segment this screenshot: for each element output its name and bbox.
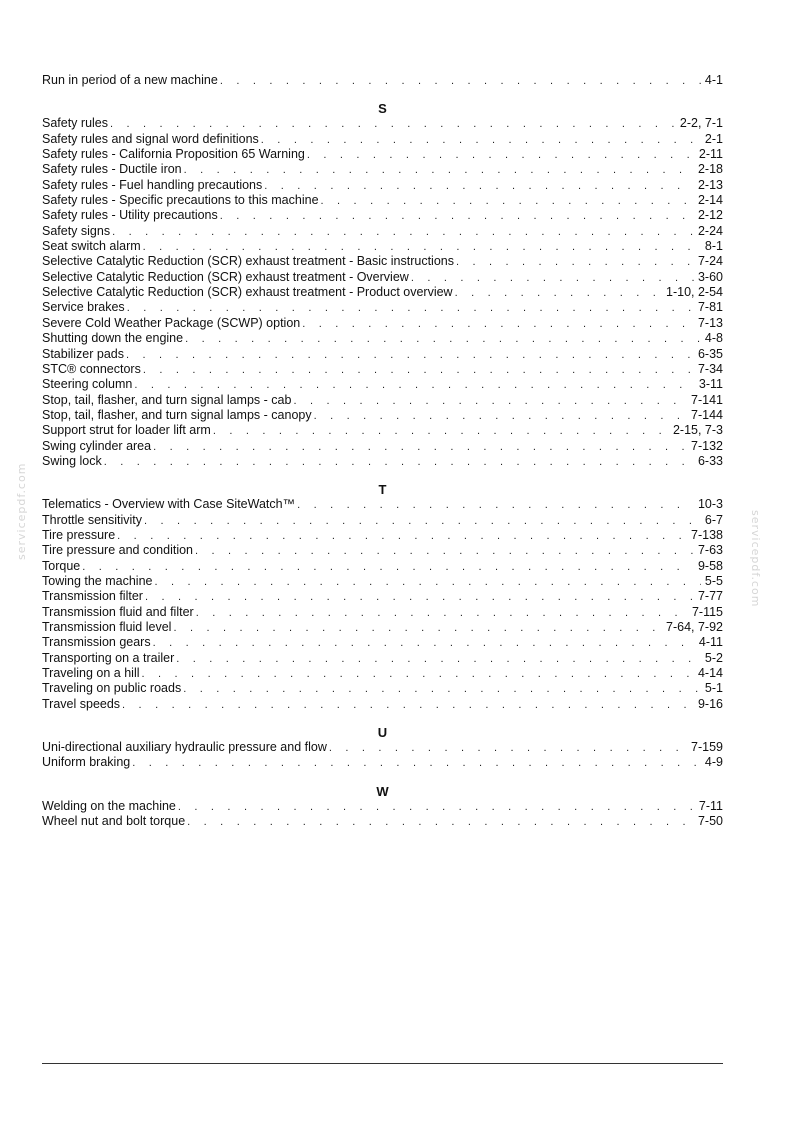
index-entry [42,666,723,681]
index-entry-term: Transmission gears [42,635,151,650]
index-entry-page: 2-14 [697,193,723,208]
dot-leader [126,348,694,362]
index-entry-page: 10-3 [697,497,723,512]
index-entry [42,239,723,254]
index-entry-page: 7-34 [697,361,723,376]
dot-leader [220,74,701,88]
index-section [42,725,723,771]
index-entry-page: 5-1 [704,681,723,696]
index-entry-page: 2-15, 7-3 [672,423,723,438]
index-entry [42,681,723,696]
index-entry-term: Transmission fluid and filter [42,604,194,619]
index-entry [42,528,723,543]
index-entry [42,543,723,558]
index-entry-page: 2-1 [704,131,723,146]
index-section [42,482,723,712]
dot-leader [143,240,701,254]
index-entry-page: 4-8 [704,331,723,346]
index-entry-term: Service brakes [42,300,125,315]
index-entry-term: Transmission filter [42,589,143,604]
index-entry-term: Safety rules - Ductile iron [42,162,182,177]
index-entry-page: 2-13 [697,177,723,192]
index-entry [42,635,723,650]
dot-leader [145,590,694,604]
index-entry-page: 7-50 [697,814,723,829]
index-entry [42,439,723,454]
index-section [42,101,723,469]
dot-leader [153,440,687,454]
alphabetical-index [42,73,723,829]
index-entry-page: 9-58 [697,558,723,573]
index-entry-term: Safety rules - Utility precautions [42,208,218,223]
index-entry-page: 7-138 [691,527,723,542]
index-entry [42,73,723,88]
dot-leader [329,741,687,755]
dot-leader [178,800,695,814]
index-entry-page: 3-60 [697,269,723,284]
index-entry [42,755,723,770]
index-entry [42,620,723,635]
index-entry-page: 5-2 [704,650,723,665]
index-entry-page: 6-7 [704,512,723,527]
watermark-right: servicepdf.com [749,510,762,608]
index-entry [42,331,723,346]
dot-leader [185,332,701,346]
dot-leader [183,682,701,696]
index-entry-term: Swing lock [42,453,102,468]
index-entry-page: 2-24 [697,223,723,238]
index-entry [42,285,723,300]
index-entry-page: 4-1 [704,73,723,87]
index-entry [42,147,723,162]
index-entry [42,697,723,712]
dot-leader [104,455,694,469]
dot-leader [154,575,700,589]
index-entry-page: 8-1 [704,239,723,254]
index-entry-page: 4-11 [698,635,723,650]
index-entry-page: 7-13 [697,315,723,330]
index-entry-term: Tire pressure and condition [42,543,194,558]
section-letter-heading: S [378,101,387,117]
dot-leader [110,117,676,131]
index-entry-term: Safety rules [42,116,109,131]
index-entry-term: Transmission fluid level [42,620,172,634]
index-entry [42,814,723,829]
index-entry [42,224,723,239]
footer-rule [42,1063,723,1064]
dot-leader [184,163,694,177]
dot-leader [321,194,694,208]
index-entry-page: 7-144 [691,407,723,422]
index-entry [42,408,723,423]
index-entry-page: 4-9 [704,755,723,770]
dot-leader [153,636,695,650]
index-entry [42,740,723,755]
index-entry [42,651,723,666]
index-entry-term: Safety rules - Specific precautions to this machine [42,193,319,208]
index-entry-term: Telematics - Overview with Case SiteWatch™ [42,497,296,512]
index-entry-term: Tire pressure [42,527,116,542]
index-entry-term: Traveling on a hill [42,666,140,681]
index-entry-page: 7-11 [698,798,723,813]
dot-leader [264,179,694,193]
index-entry-term: Welding on the machine [42,798,176,813]
index-entry [42,162,723,177]
index-entry-term: Shutting down the engine [42,331,184,346]
index-entry-term: Towing the machine [42,573,153,588]
index-entry [42,605,723,620]
index-entry-term: Stop, tail, flasher, and turn signal lamps - cab [42,392,292,407]
dot-leader [187,815,694,829]
dot-leader [134,378,695,392]
index-entry [42,589,723,604]
index-entry-page: 1-10, 2-54 [666,285,723,300]
section-letter-heading: W [376,783,389,799]
section-letter-heading: U [377,725,388,741]
watermark-left: servicepdf.com [15,462,28,560]
dot-leader [143,363,694,377]
index-entry-term: Run in period of a new machine [42,73,218,87]
dot-leader [195,544,694,558]
index-entry [42,193,723,208]
index-entry [42,300,723,315]
index-section [42,73,723,88]
index-entry-page: 7-115 [691,604,723,619]
index-entry [42,208,723,223]
index-entry [42,362,723,377]
index-entry-page: 6-33 [697,453,723,468]
index-entry-term: Throttle sensitivity [42,512,143,527]
index-entry-term: Selective Catalytic Reduction (SCR) exhaust treatment - Product overview [42,285,453,300]
index-entry-term: Seat switch alarm [42,239,141,254]
index-entry-term: Selective Catalytic Reduction (SCR) exhaust treatment - Overview [42,269,409,284]
index-entry-term: Uniform braking [42,755,131,770]
index-entry [42,559,723,574]
index-entry-term: Traveling on public roads [42,681,182,696]
dot-leader [297,498,694,512]
dot-leader [144,514,701,528]
index-entry-page: 2-18 [697,162,723,177]
dot-leader [302,317,694,331]
index-entry-page: 7-77 [697,589,723,604]
dot-leader [196,606,688,620]
index-entry [42,116,723,131]
dot-leader [307,148,695,162]
index-entry [42,423,723,438]
index-entry-page: 9-16 [697,696,723,711]
index-entry-term: Swing cylinder area [42,438,152,453]
index-entry [42,270,723,285]
index-entry [42,316,723,331]
dot-leader [117,529,687,543]
index-entry-term: Uni-directional auxiliary hydraulic pressure and flow [42,740,327,755]
index-entry-page: 2-11 [698,147,723,162]
dot-leader [455,286,662,300]
index-entry-term: Safety signs [42,223,111,238]
dot-leader [132,756,701,770]
index-entry [42,178,723,193]
index-entry [42,497,723,512]
index-entry-term: Support strut for loader lift arm [42,423,211,438]
section-letter-heading: T [378,482,387,498]
index-entry-term: Travel speeds [42,696,121,711]
index-entry-term: Safety rules - California Proposition 65 Warning [42,147,305,162]
index-entry-page: 7-63 [697,543,723,558]
index-entry [42,377,723,392]
index-entry-page: 7-64, 7-92 [666,620,723,634]
index-entry [42,347,723,362]
index-entry-term: Safety rules and signal word definitions [42,131,259,146]
index-entry [42,454,723,469]
index-section [42,784,723,830]
index-entry-term: Torque [42,558,81,573]
dot-leader [176,652,701,666]
index-entry [42,799,723,814]
index-entry-term: Selective Catalytic Reduction (SCR) exhaust treatment - Basic instructions [42,254,454,269]
index-entry-page: 6-35 [697,346,723,361]
index-entry-term: Severe Cold Weather Package (SCWP) option [42,315,301,330]
index-entry [42,513,723,528]
dot-leader [314,409,687,423]
index-entry-term: Safety rules - Fuel handling precautions [42,177,263,192]
index-entry-page: 2-2, 7-1 [679,116,723,131]
index-entry-page: 7-159 [691,740,723,755]
dot-leader [112,225,694,239]
index-entry-page: 7-24 [697,254,723,269]
dot-leader [82,560,694,574]
dot-leader [456,255,694,269]
index-entry-term: Stop, tail, flasher, and turn signal lamps - canopy [42,407,312,422]
index-entry-term: Steering column [42,377,133,392]
index-entry [42,132,723,147]
index-entry-page: 4-14 [697,666,723,681]
index-entry-page: 2-12 [697,208,723,223]
dot-leader [411,271,694,285]
dot-leader [173,621,662,635]
dot-leader [220,209,694,223]
index-entry-page: 7-141 [691,392,723,407]
index-entry [42,574,723,589]
index-entry-term: STC® connectors [42,361,141,376]
index-entry [42,393,723,408]
dot-leader [122,698,694,712]
index-entry-term: Transporting on a trailer [42,650,175,665]
index-entry-page: 7-81 [697,300,723,315]
index-entry [42,254,723,269]
index-entry-term: Wheel nut and bolt torque [42,814,186,829]
dot-leader [261,133,701,147]
index-entry-page: 3-11 [698,377,723,392]
dot-leader [127,301,694,315]
dot-leader [293,394,687,408]
index-entry-page: 7-132 [691,438,723,453]
dot-leader [213,424,669,438]
dot-leader [142,667,694,681]
index-entry-term: Stabilizer pads [42,346,124,361]
index-entry-page: 5-5 [704,573,723,588]
